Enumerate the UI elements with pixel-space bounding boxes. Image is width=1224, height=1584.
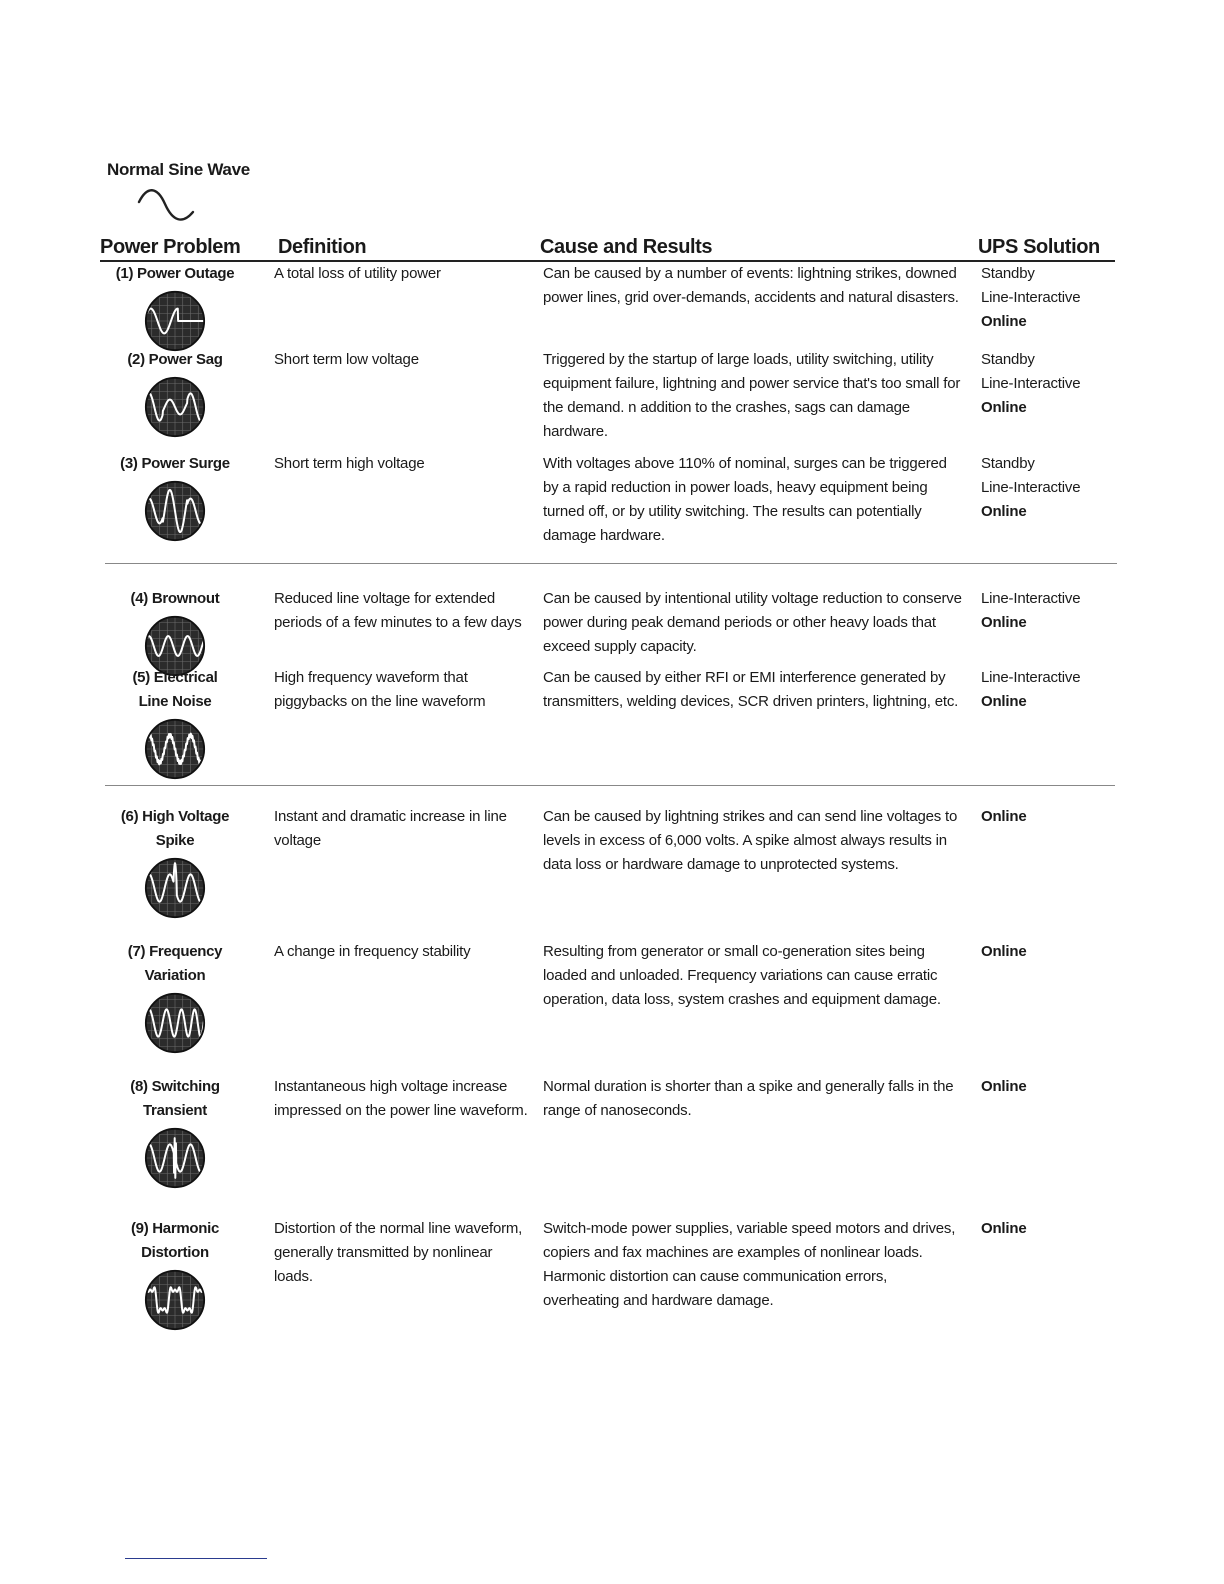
- power-problem-cell: [105, 587, 245, 677]
- ups-solution-item: Online: [981, 399, 1027, 416]
- footnote-rule: [125, 1558, 267, 1559]
- cause-results-cell: Can be caused by either RFI or EMI interference generated by transmitters, welding devices, SCR driven printers, lightning, etc.: [543, 669, 959, 710]
- cause-results-cell: Normal duration is shorter than a spike and generally falls in the range of nanoseconds.: [543, 1078, 954, 1119]
- cause-results-cell: Resulting from generator or small co-generation sites being loaded and unloaded. Frequency variations can cause erratic operation, data loss, system crashes and equipment damage.: [543, 943, 941, 1008]
- sine-wave-icon: [135, 186, 201, 228]
- cause-results-cell: With voltages above 110% of nominal, surges can be triggered by a rapid reduction in power loads, heavy equipment being turned off, or by utility switching. The results can potentially damage hardware.: [543, 455, 947, 544]
- cause-results-cell: Can be caused by lightning strikes and can send line voltages to levels in excess of 6,000 volts. A spike almost always results in data loss or hardware damage to unprotected systems.: [543, 808, 958, 873]
- power-problem-label: Variation: [144, 967, 206, 984]
- power-problem-cell: [105, 348, 245, 438]
- power-problem-label: Line Noise: [138, 693, 212, 710]
- oscilloscope-transient-icon: [144, 1127, 206, 1189]
- ups-solution-item: Standby: [981, 455, 1035, 472]
- definition-cell: Instant and dramatic increase in line voltage: [274, 808, 507, 849]
- ups-solution-cell: [981, 666, 1121, 714]
- definition-cell: Distortion of the normal line waveform, generally transmitted by nonlinear loads.: [274, 1220, 523, 1285]
- oscilloscope-frequency-icon: [144, 992, 206, 1054]
- power-problem-label: (2) Power Sag: [127, 351, 223, 368]
- oscilloscope-outage-icon: [144, 290, 206, 352]
- cause-results-cell: Switch-mode power supplies, variable speed motors and drives, copiers and fax machines are examples of nonlinear loads. Harmonic distortion can cause communication errors, overheating and hardware damage.: [543, 1220, 956, 1309]
- power-problem-label: (3) Power Surge: [120, 455, 230, 472]
- legend-title: Normal Sine Wave: [107, 160, 250, 179]
- definition-cell: A change in frequency stability: [274, 943, 471, 960]
- ups-solution-item: Online: [981, 943, 1027, 960]
- cause-results-cell: Can be caused by a number of events: lightning strikes, downed power lines, grid over-demands, accidents and natural disasters.: [543, 265, 959, 306]
- ups-solution-item: Line-Interactive: [981, 669, 1081, 686]
- ups-solution-item: Line-Interactive: [981, 289, 1081, 306]
- definition-cell: Instantaneous high voltage increase impressed on the power line waveform.: [274, 1078, 528, 1119]
- ups-solution-item: Online: [981, 808, 1027, 825]
- ups-solution-item: Standby: [981, 265, 1035, 282]
- power-problem-cell: [105, 805, 245, 919]
- definition-cell: Short term low voltage: [274, 351, 419, 368]
- definition-cell: Reduced line voltage for extended periods of a few minutes to a few days: [274, 590, 522, 631]
- ups-solution-cell: [981, 452, 1121, 524]
- ups-solution-cell: [981, 805, 1121, 829]
- ups-solution-cell: [981, 1075, 1121, 1099]
- ups-solution-item: Online: [981, 693, 1027, 710]
- group-separator: [105, 563, 1117, 564]
- ups-solution-item: Line-Interactive: [981, 479, 1081, 496]
- oscilloscope-surge-icon: [144, 480, 206, 542]
- cause-results-cell: Can be caused by intentional utility voltage reduction to conserve power during peak demand periods or other heavy loads that exceed supply capacity.: [543, 590, 962, 655]
- power-problem-cell: [105, 452, 245, 542]
- power-problem-label: (4) Brownout: [130, 590, 220, 607]
- ups-solution-cell: [981, 348, 1121, 420]
- header-definition: Definition: [278, 236, 367, 258]
- ups-solution-cell: [981, 940, 1121, 964]
- definition-cell: Short term high voltage: [274, 455, 425, 472]
- definition-cell: High frequency waveform that piggybacks on the line waveform: [274, 669, 486, 710]
- power-problem-label: (7) Frequency: [127, 943, 223, 960]
- ups-solution-item: Online: [981, 503, 1027, 520]
- header-power-problem: Power Problem: [100, 236, 241, 258]
- power-problem-label: (1) Power Outage: [115, 265, 235, 282]
- power-problem-label: Distortion: [141, 1244, 209, 1261]
- ups-solution-item: Line-Interactive: [981, 590, 1081, 607]
- ups-solution-item: Standby: [981, 351, 1035, 368]
- group-separator: [105, 785, 1115, 786]
- ups-solution-item: Online: [981, 313, 1027, 330]
- oscilloscope-sag-icon: [144, 376, 206, 438]
- cause-results-cell: Triggered by the startup of large loads, utility switching, utility equipment failure, lightning and power service that's too small for the demand. n addition to the crashes, sags can damage hardware.: [543, 351, 961, 440]
- header-cause-results: Cause and Results: [540, 236, 713, 258]
- ups-solution-cell: [981, 262, 1121, 334]
- ups-solution-item: Online: [981, 1220, 1027, 1237]
- power-problem-cell: [105, 1075, 245, 1189]
- oscilloscope-harmonic-icon: [144, 1269, 206, 1331]
- power-problem-label: Spike: [155, 832, 195, 849]
- power-problem-cell: [105, 1217, 245, 1331]
- power-problem-label: (6) High Voltage: [120, 808, 230, 825]
- power-problem-cell: [105, 262, 245, 352]
- power-problem-label: Transient: [143, 1102, 207, 1119]
- oscilloscope-spike-icon: [144, 857, 206, 919]
- power-problem-label: (9) Harmonic: [130, 1220, 220, 1237]
- oscilloscope-noise-icon: [144, 718, 206, 780]
- power-problem-cell: [105, 940, 245, 1054]
- ups-solution-cell: [981, 1217, 1121, 1241]
- power-problem-label: (5) Electrical: [132, 669, 218, 686]
- power-problem-cell: [105, 666, 245, 780]
- power-problem-label: (8) Switching: [130, 1078, 220, 1095]
- ups-solution-item: Online: [981, 1078, 1027, 1095]
- header-ups-solution: UPS Solution: [978, 236, 1100, 258]
- ups-solution-item: Online: [981, 614, 1027, 631]
- ups-solution-cell: [981, 587, 1121, 635]
- ups-solution-item: Line-Interactive: [981, 375, 1081, 392]
- definition-cell: A total loss of utility power: [274, 265, 441, 282]
- legend: [107, 160, 250, 180]
